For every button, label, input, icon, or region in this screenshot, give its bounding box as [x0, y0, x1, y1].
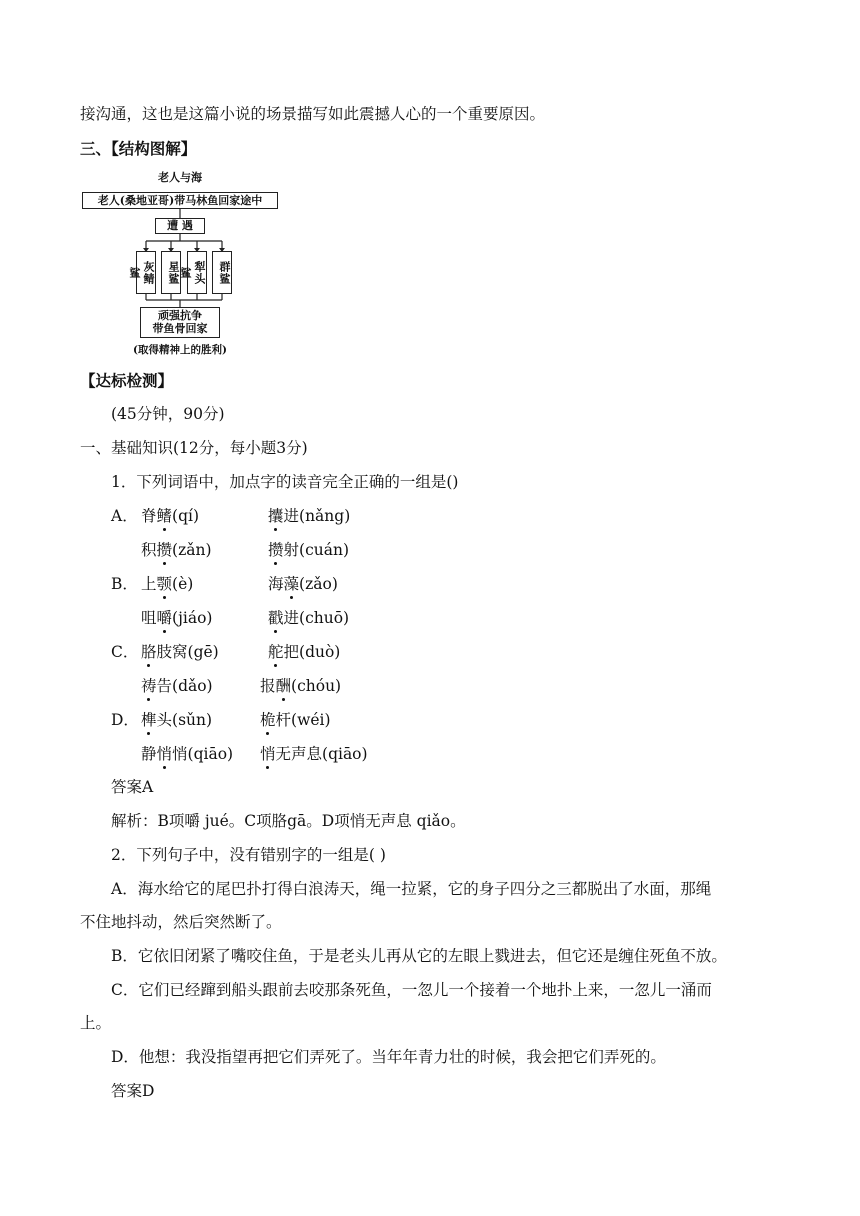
q1-a-word-2: 攮进(nǎng)	[268, 507, 351, 525]
q1-a-word-3: 积攒(zǎn)	[141, 541, 212, 559]
q2-option-a-line-2: 不住地抖动，然后突然断了。	[80, 913, 282, 931]
q2-stem: 2．下列句子中，没有错别字的一组是( )	[111, 846, 386, 864]
q1-b-word-1: 上颚(è)	[141, 575, 194, 593]
q1-option-b-label: B．	[111, 575, 138, 593]
q1-c-word-2: 舵把(duò)	[268, 643, 341, 661]
q1-d-word-4: 悄无声息(qiāo)	[260, 745, 368, 763]
q2-option-d: D．他想：我没指望再把它们弄死了。当年年青力壮的时候，我会把它们弄死的。	[111, 1048, 666, 1066]
section-heading-structure: 三、【结构图解】	[80, 139, 197, 158]
q1-answer: 答案A	[111, 778, 154, 796]
q1-a-word-4: 攒射(cuán)	[268, 541, 349, 559]
structure-diagram	[80, 165, 280, 360]
shark-box-3: 犁头鲨	[187, 251, 207, 294]
q1-analysis: 解析：B项嚼 jué。C项胳gā。D项悄无声息 qiǎo。	[111, 812, 466, 830]
struggle-line-1: 顽强抗争	[158, 309, 202, 322]
q1-b-word-3: 咀嚼(jiáo)	[141, 609, 213, 627]
q1-b-word-2: 海藻(zǎo)	[268, 575, 338, 593]
q1-option-c-label: C．	[111, 643, 139, 661]
q1-d-word-2: 桅杆(wéi)	[260, 711, 331, 729]
q1-b-word-4: 戳进(chuō)	[268, 609, 350, 627]
q2-option-c-line-2: 上。	[80, 1014, 112, 1032]
q1-d-word-1: 榫头(sǔn)	[141, 711, 213, 729]
shark-box-4: 群鲨	[212, 251, 232, 294]
q1-option-d-label: D．	[111, 711, 139, 729]
time-score: (45分钟，90分)	[111, 405, 225, 423]
q2-option-b: B．它依旧闭紧了嘴咬住鱼，于是老头儿再从它的左眼上戮进去，但它还是缠住死鱼不放。	[111, 947, 727, 965]
q1-c-word-1: 胳肢窝(gē)	[141, 643, 219, 661]
part1-heading: 一、基础知识(12分，每小题3分)	[80, 439, 308, 457]
diagram-title: 老人与海	[158, 171, 202, 184]
check-heading: 【达标检测】	[80, 371, 174, 390]
q1-option-a-label: A．	[111, 507, 138, 525]
q1-d-word-3: 静悄悄(qiāo)	[141, 745, 234, 763]
diagram-top-box: 老人(桑地亚哥)带马林鱼回家途中	[82, 192, 278, 209]
q1-a-word-1: 脊鳍(qí)	[141, 507, 200, 525]
q2-option-c-line-1: C．它们已经蹿到船头跟前去咬那条死鱼，一忽儿一个接着一个地扑上来，一忽儿一涌而	[111, 981, 712, 999]
continued-paragraph-line: 接沟通，这也是这篇小说的场景描写如此震撼人心的一个重要原因。	[80, 105, 546, 123]
q2-option-a-line-1: A．海水给它的尾巴扑打得白浪涛天，绳一拉紧，它的身子四分之三都脱出了水面，那绳	[111, 880, 712, 898]
q1-c-word-3: 祷告(dǎo)	[141, 677, 213, 695]
diagram-encounter-box: 遭 遇	[155, 218, 205, 234]
shark-box-1: 灰鲭鲨	[136, 251, 156, 294]
diagram-result-note: (取得精神上的胜利)	[133, 344, 227, 356]
q1-c-word-4: 报酬(chóu)	[260, 677, 342, 695]
diagram-struggle-box	[140, 307, 220, 338]
shark-box-2: 星鲨	[161, 251, 181, 294]
struggle-line-2: 带鱼骨回家	[152, 322, 208, 335]
q1-stem: 1．下列词语中，加点字的读音完全正确的一组是()	[111, 473, 459, 491]
q2-answer: 答案D	[111, 1082, 155, 1100]
